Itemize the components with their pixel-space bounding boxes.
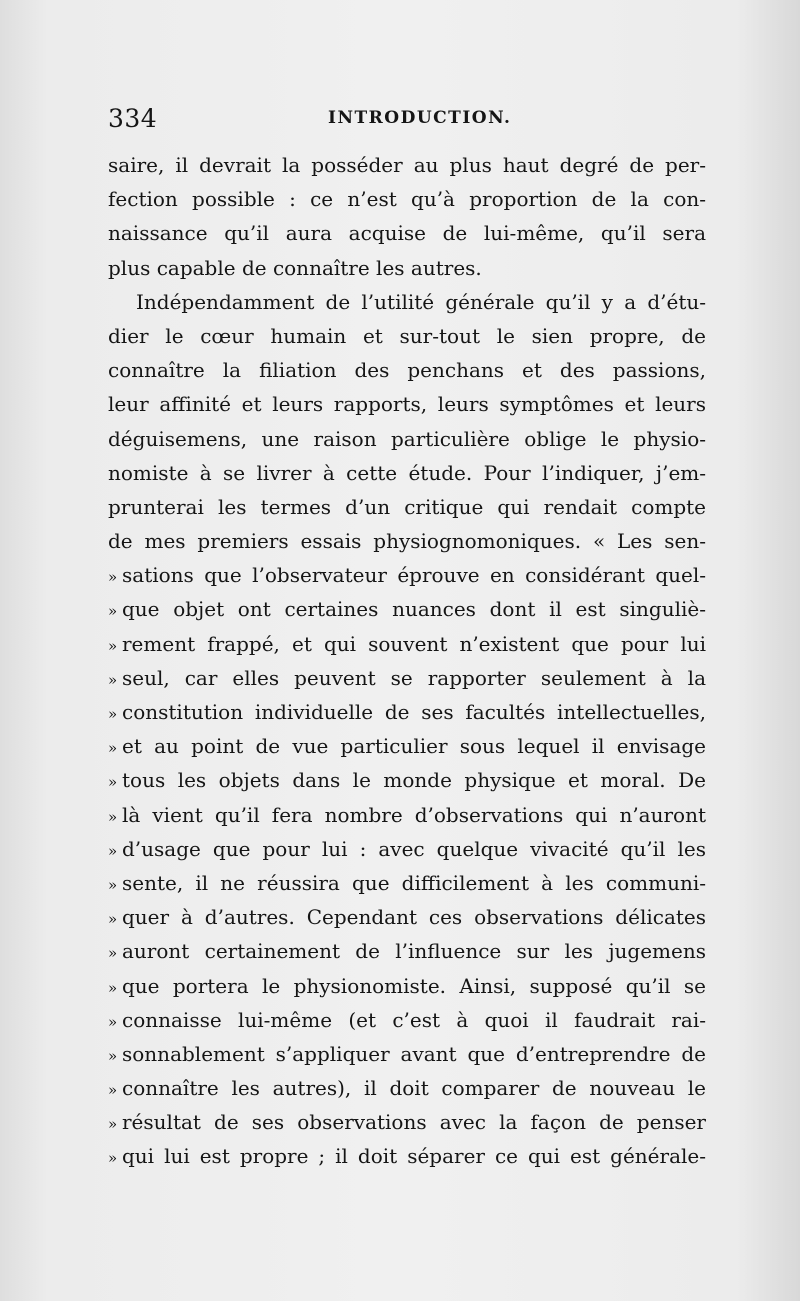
quote-mark: »: [108, 1046, 118, 1065]
text-line: prunterai les termes d’un critique qui rendait compte: [108, 494, 706, 519]
quote-mark: »: [108, 739, 118, 758]
text-line: leur affinité et leurs rapports, leurs symptômes et leurs: [108, 392, 706, 417]
text-line: saire, il devrait la posséder au plus haut degré de per-: [108, 153, 706, 177]
body-text: [108, 148, 706, 1174]
text-line: déguisemens, une raison particulière oblige le physio-: [108, 426, 706, 451]
quote-mark: »: [108, 1115, 118, 1134]
text-line: de mes premiers essais physiognomoniques. « Les sen-: [108, 529, 706, 554]
quoted-line: » qui lui est propre ; il doit séparer ce qui est générale-: [108, 1139, 706, 1173]
quoted-line: » et au point de vue particulier sous lequel il envisage: [108, 729, 706, 763]
quote-mark: »: [108, 773, 118, 792]
quote-mark: »: [108, 636, 118, 655]
quoted-line: » là vient qu’il fera nombre d’observations qui n’auront: [108, 798, 706, 832]
text-line: plus capable de connaître les autres.: [108, 255, 482, 280]
quoted-line: » que objet ont certaines nuances dont il est singuliè-: [108, 592, 706, 626]
quote-mark: »: [108, 1149, 118, 1168]
quote-mark: »: [108, 705, 118, 723]
quote-mark: »: [108, 568, 118, 587]
text-line: naissance qu’il aura acquise de lui-même, qu’il sera: [108, 221, 706, 246]
page-header: [108, 104, 708, 136]
text-line: nomiste à se livrer à cette étude. Pour l’indiquer, j’em-: [108, 460, 706, 485]
text-line: fection possible : ce n’est qu’à proportion de la con-: [108, 187, 706, 212]
quoted-line: » sonnablement s’appliquer avant que d’entreprendre de: [108, 1037, 706, 1071]
quoted-line: » sente, il ne réussira que difficilement à les communi-: [108, 866, 706, 900]
quoted-line: » rement frappé, et qui souvent n’existent que pour lui: [108, 627, 706, 661]
quote-mark: »: [108, 670, 118, 689]
quote-mark: »: [108, 875, 118, 894]
text-line: connaître la filiation des penchans et des passions,: [108, 358, 706, 383]
quoted-line: » que portera le physionomiste. Ainsi, supposé qu’il se: [108, 969, 706, 1003]
quoted-line: » auront certainement de l’influence sur les jugemens: [108, 934, 706, 968]
quoted-line: » résultat de ses observations avec la façon de penser: [108, 1105, 706, 1139]
quote-mark: »: [108, 1081, 118, 1100]
quote-mark: »: [108, 910, 118, 929]
running-title: INTRODUCTION.: [328, 108, 512, 128]
page-number: 334: [108, 104, 158, 133]
quote-mark: »: [108, 602, 118, 621]
quoted-line: » quer à d’autres. Cependant ces observations délicates: [108, 900, 706, 934]
text-line: dier le cœur humain et sur-tout le sien propre, de: [108, 323, 706, 348]
quoted-line: » constitution individuelle de ses facultés intellectuelles,: [108, 695, 706, 729]
quote-mark: »: [108, 841, 118, 860]
quoted-line: » seul, car elles peuvent se rapporter seulement à la: [108, 661, 706, 695]
quoted-line: » sations que l’observateur éprouve en considérant quel-: [108, 558, 706, 592]
quote-mark: »: [108, 944, 118, 963]
quote-mark: »: [108, 807, 118, 826]
quoted-line: » d’usage que pour lui : avec quelque vivacité qu’il les: [108, 832, 706, 866]
quoted-line: » tous les objets dans le monde physique et moral. De: [108, 763, 706, 797]
quoted-line: » connaître les autres), il doit comparer de nouveau le: [108, 1071, 706, 1105]
quoted-line: » connaisse lui-même (et c’est à quoi il faudrait rai-: [108, 1003, 706, 1037]
quote-mark: »: [108, 978, 118, 997]
paragraph-start-line: Indépendamment de l’utilité générale qu’il y a d’étu-: [136, 289, 706, 314]
quote-mark: »: [108, 1012, 118, 1031]
